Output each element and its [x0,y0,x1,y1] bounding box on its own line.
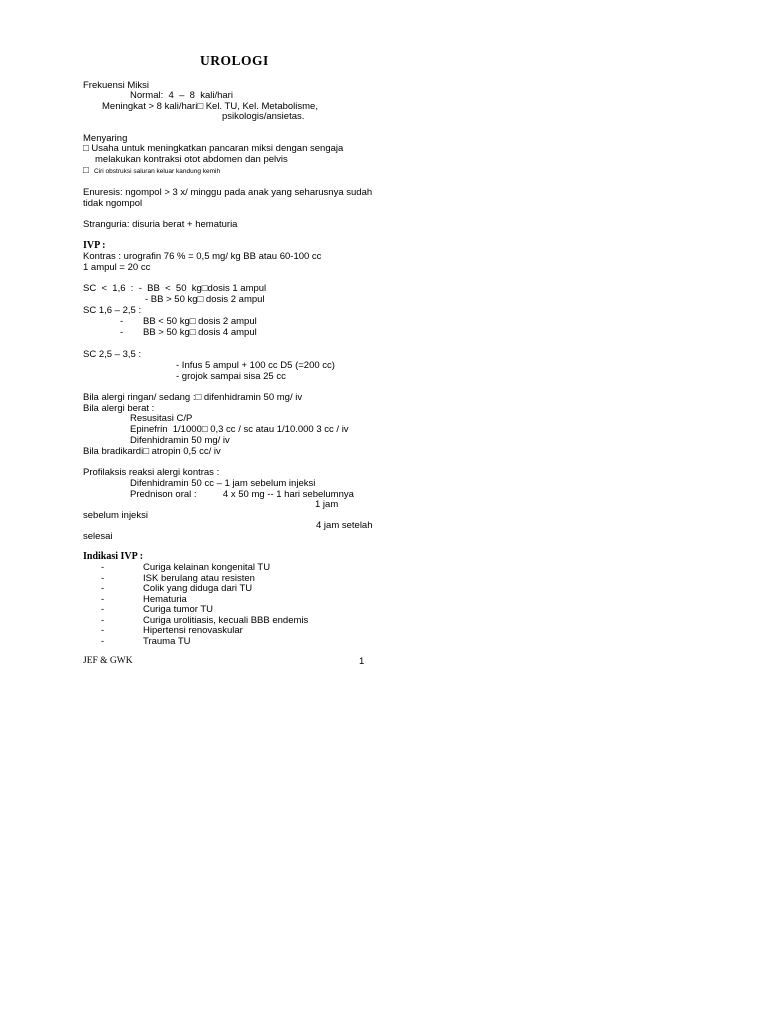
indikasi-dash: - [101,636,105,647]
alergi-difenhidramin: Difenhidramin 50 mg/ iv [130,435,230,446]
ivp-sc2-a-dash: - [120,316,124,327]
frekuensi-normal: Normal: 4 – 8 kali/hari [130,90,233,101]
profilaksis-selesai: selesai [83,531,113,542]
indikasi-heading: Indikasi IVP : [83,551,144,562]
indikasi-item: Curiga urolitiasis, kecuali BBB endemis [143,615,309,626]
ivp-sc2-b-dash: - [120,327,124,338]
ivp-sc3-head: SC 2,5 – 3,5 : [83,349,142,360]
indikasi-item: Curiga kelainan kongenital TU [143,562,271,573]
profilaksis-4-jam: 4 jam setelah [316,520,373,531]
enuresis-line-2: tidak ngompol [83,198,143,209]
ivp-heading: IVP : [83,240,106,251]
alergi-epinefrin: Epinefrin 1/1000□ 0,3 cc / sc atau 1/10.000 3 cc / iv [130,424,349,435]
indikasi-dash: - [101,594,105,605]
frekuensi-heading: Frekuensi Miksi [83,80,149,91]
profilaksis-sebelum: sebelum injeksi [83,510,148,521]
stranguria: Stranguria: disuria berat + hematuria [83,219,238,230]
menyaring-item-2: Ciri obstruksi saluran keluar kandung kemih [94,168,221,175]
menyaring-item-1: □ Usaha untuk meningkatkan pancaran miksi dengan sengaja [83,143,344,154]
indikasi-item: ISK berulang atau resisten [143,573,255,584]
indikasi-dash: - [101,604,105,615]
profilaksis-prednison: Prednison oral : 4 x 50 mg -- 1 hari sebelumnya [130,489,354,500]
menyaring-item-2-bullet: □ [83,165,89,176]
ivp-sc1-a: SC < 1,6 : - BB < 50 kg□dosis 1 ampul [83,283,267,294]
indikasi-dash: - [101,615,105,626]
ivp-sc3-a: - Infus 5 ampul + 100 cc D5 (=200 cc) [176,360,335,371]
profilaksis-heading: Profilaksis reaksi alergi kontras : [83,467,220,478]
alergi-resusitasi: Resusitasi C/P [130,413,193,424]
profilaksis-difenhidramin: Difenhidramin 50 cc – 1 jam sebelum injeksi [130,478,316,489]
indikasi-item: Curiga tumor TU [143,604,214,615]
alergi-bradikardi: Bila bradikardi□ atropin 0,5 cc/ iv [83,446,221,457]
indikasi-dash: - [101,583,105,594]
ivp-kontras: Kontras : urografin 76 % = 0,5 mg/ kg BB atau 60-100 cc [83,251,322,262]
frekuensi-meningkat: Meningkat > 8 kali/hari□ Kel. TU, Kel. Metabolisme, [102,101,318,112]
footer-page-number: 1 [359,656,365,667]
indikasi-dash: - [101,625,105,636]
menyaring-heading: Menyaring [83,133,128,144]
page-title: UROLOGI [200,53,269,68]
indikasi-item: Hematuria [143,594,187,605]
profilaksis-1-jam: 1 jam [315,499,339,510]
indikasi-item: Colik yang diduga dari TU [143,583,253,594]
ivp-sc2-b: BB > 50 kg□ dosis 4 ampul [143,327,257,338]
indikasi-item: Trauma TU [143,636,191,647]
indikasi-item: Hipertensi renovaskular [143,625,243,636]
alergi-berat: Bila alergi berat : [83,403,155,414]
ivp-sc3-b: - grojok sampai sisa 25 cc [176,371,286,382]
ivp-ampul: 1 ampul = 20 cc [83,262,151,273]
indikasi-dash: - [101,562,105,573]
frekuensi-meningkat-cont: psikologis/ansietas. [222,111,305,122]
alergi-ringan: Bila alergi ringan/ sedang :□ difenhidramin 50 mg/ iv [83,392,303,403]
ivp-sc2-head: SC 1,6 – 2,5 : [83,305,142,316]
indikasi-dash: - [101,573,105,584]
footer-left: JEF & GWK [83,656,133,666]
ivp-sc1-b: - BB > 50 kg□ dosis 2 ampul [145,294,265,305]
enuresis-line-1: Enuresis: ngompol > 3 x/ minggu pada anak yang seharusnya sudah [83,187,373,198]
ivp-sc2-a: BB < 50 kg□ dosis 2 ampul [143,316,257,327]
menyaring-item-1-cont: melakukan kontraksi otot abdomen dan pelvis [95,154,288,165]
